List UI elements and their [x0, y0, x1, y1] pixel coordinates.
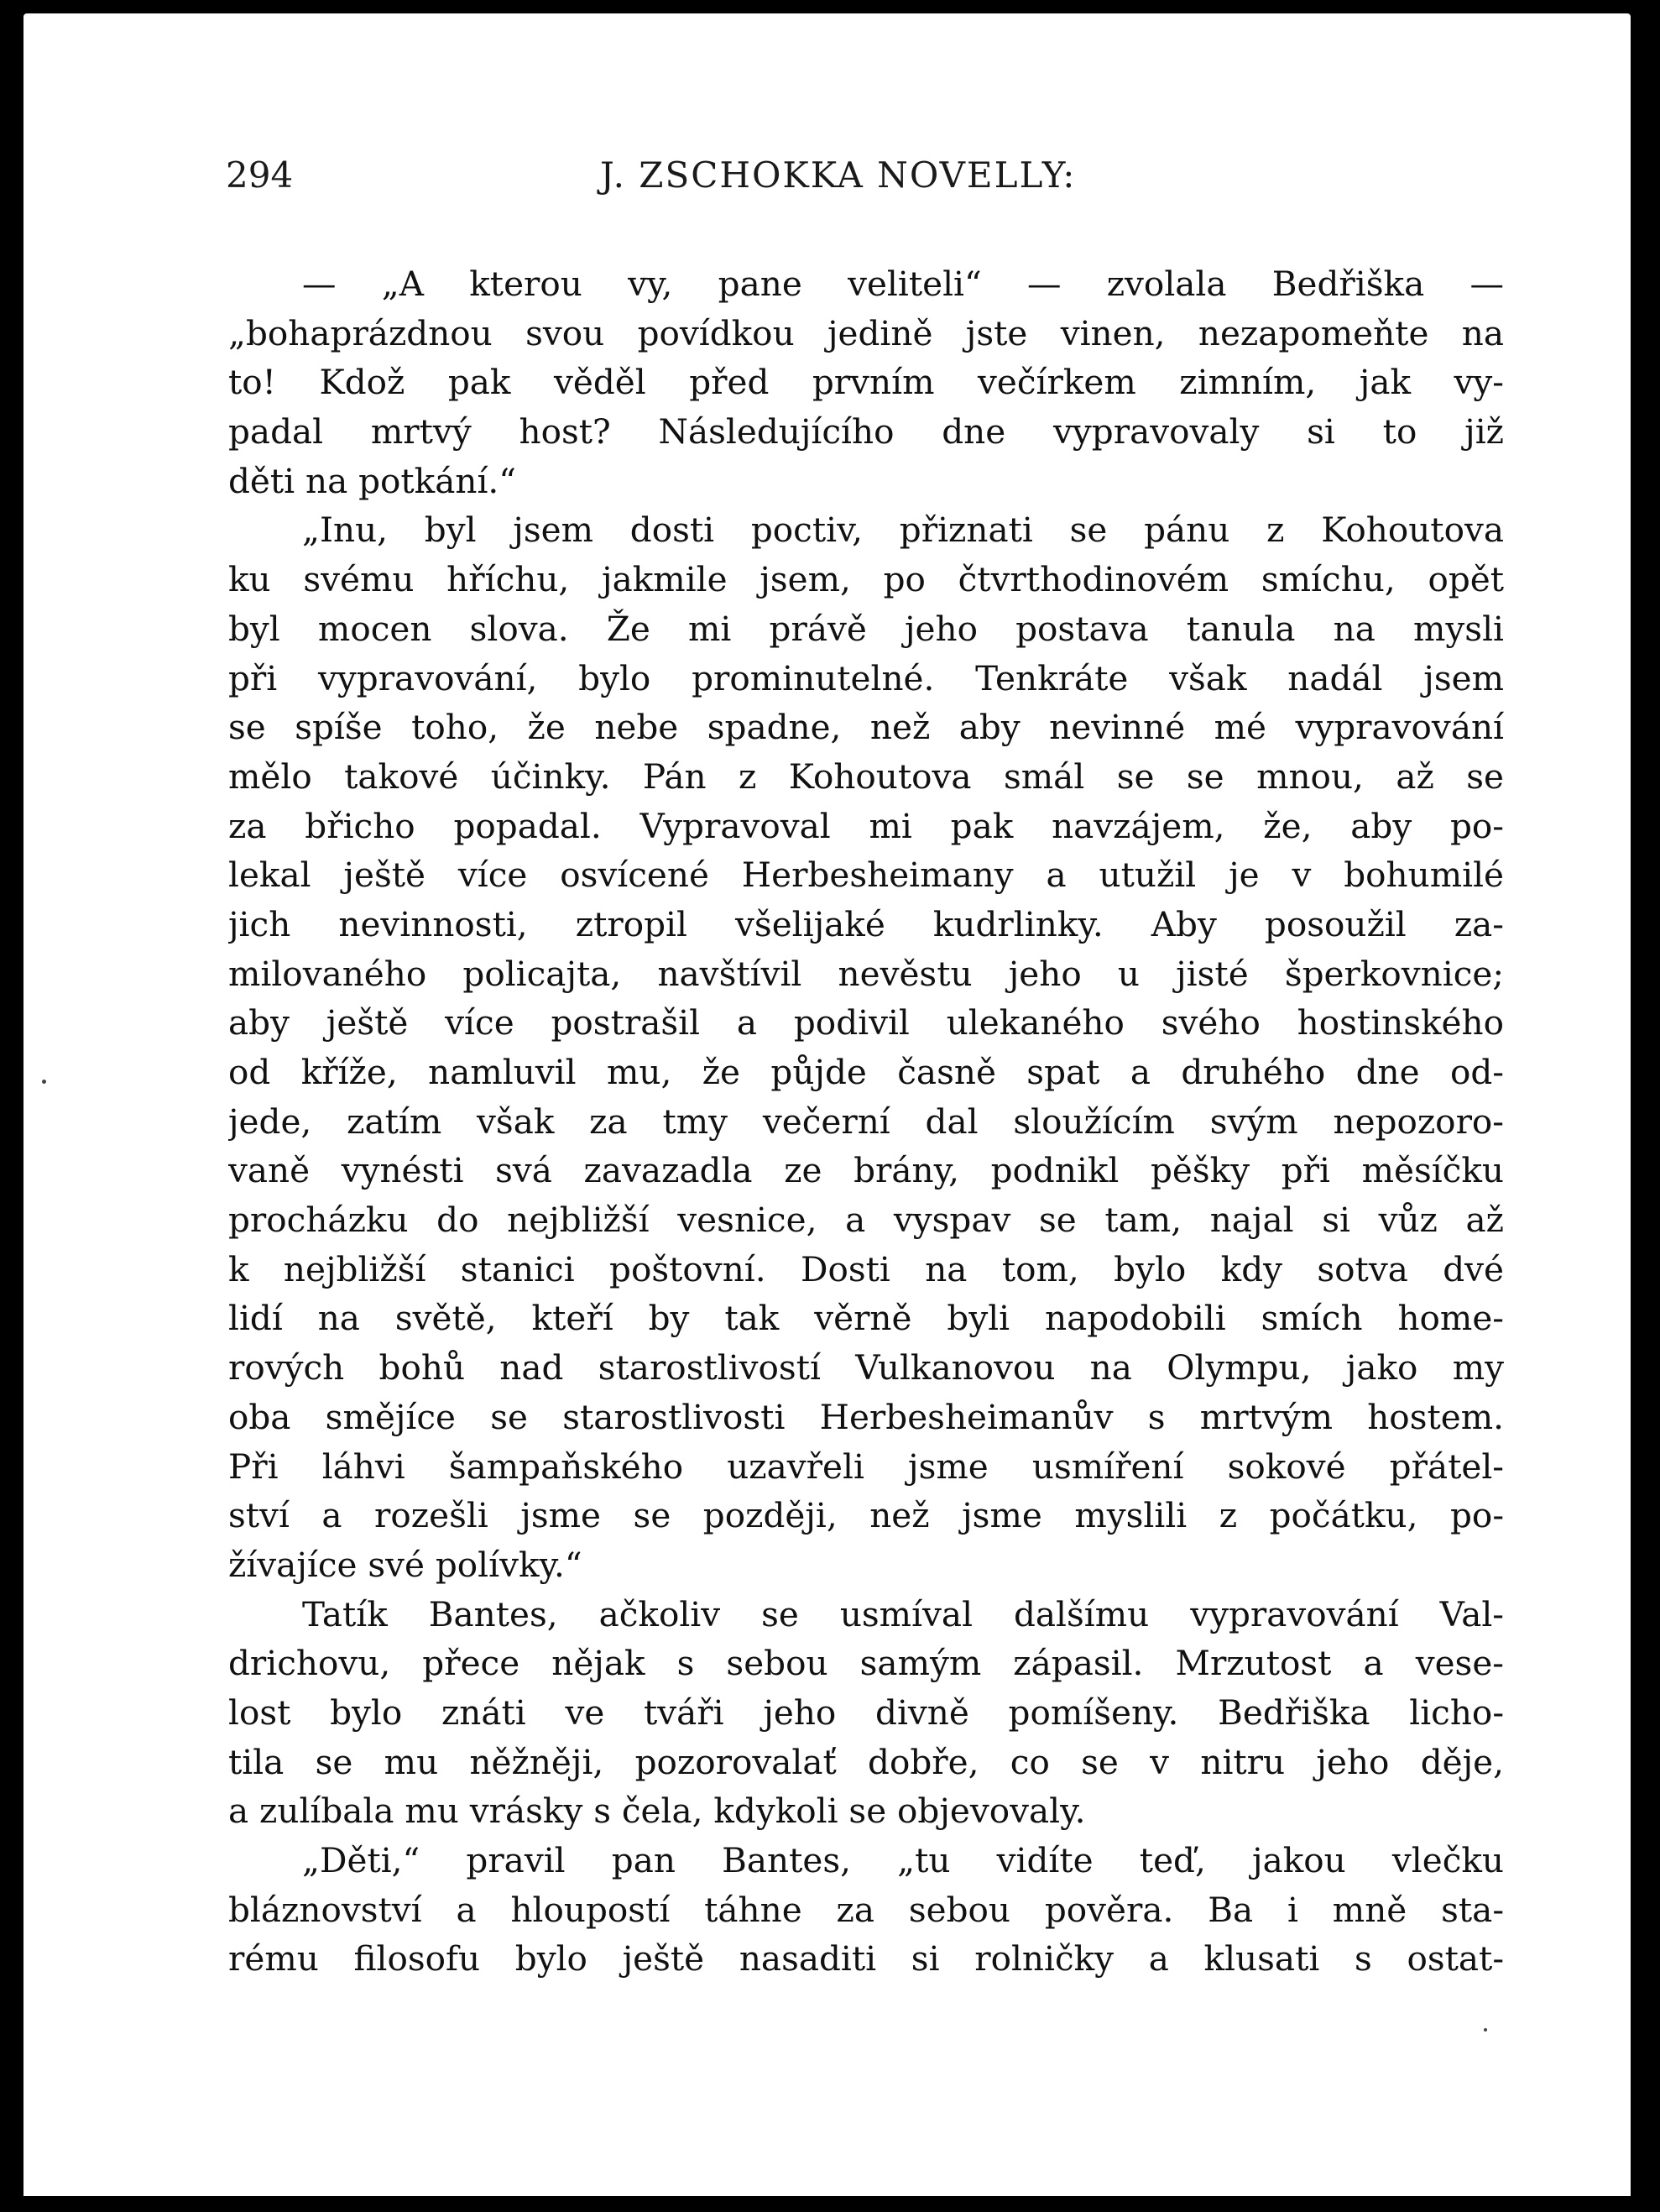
text-line: při vypravování, bylo prominutelné. Tenkráte však nadál jsem: [228, 657, 1504, 698]
text-line: lekal ještě více osvícené Herbesheimany a utužil je v bohumilé: [228, 855, 1504, 896]
text-line: za břicho popadal. Vypravoval mi pak navzájem, že, aby po-: [228, 805, 1504, 846]
text-line: tila se mu něžněji, pozorovalať dobře, co se v nitru jeho děje,: [228, 1741, 1504, 1782]
text-line: milovaného policajta, navštívil nevěstu jeho u jisté šperkovnice;: [228, 953, 1504, 994]
text-line: lost bylo znáti ve tváři jeho divně pomíšeny. Bedřiška licho-: [228, 1692, 1504, 1733]
text-line: „Inu, byl jsem dosti poctiv, přiznati se pánu z Kohoutova: [302, 510, 1504, 551]
body-text: [228, 259, 1504, 1984]
text-line: mělo takové účinky. Pán z Kohoutova smál se se mnou, až se: [228, 756, 1504, 797]
text-line: a zulíbala mu vrásky s čela, kdykoli se objevovaly.: [228, 1791, 1086, 1832]
text-line: aby ještě více postrašil a podivil ulekaného svého hostinského: [228, 1002, 1504, 1043]
text-line: jede, zatím však za tmy večerní dal sloužícím svým nepozoro-: [228, 1101, 1504, 1142]
text-line: oba smějíce se starostlivosti Herbesheimanův s mrtvým hostem.: [228, 1396, 1504, 1437]
text-line: byl mocen slova. Že mi právě jeho postava tanula na mysli: [228, 608, 1504, 649]
running-title: J. ZSCHOKKA NOVELLY:: [600, 154, 1077, 196]
text-line: Tatík Bantes, ačkoliv se usmíval dalšímu vypravování Val-: [302, 1593, 1504, 1634]
page-header: [226, 154, 1501, 205]
text-line: od kříže, namluvil mu, že půjde časně spat a druhého dne od-: [228, 1052, 1504, 1092]
text-line: padal mrtvý host? Následujícího dne vypravovaly si to již: [228, 411, 1504, 452]
text-line: žívajíce své polívky.“: [228, 1544, 582, 1585]
text-line: ku svému hříchu, jakmile jsem, po čtvrthodinovém smíchu, opět: [228, 559, 1504, 600]
text-line: děti na potkání.“: [228, 460, 516, 501]
text-line: k nejbližší stanici poštovní. Dosti na tom, bylo kdy sotva dvé: [228, 1248, 1504, 1289]
text-line: jich nevinnosti, ztropil všelijaké kudrlinky. Aby posoužil za-: [228, 903, 1504, 944]
book-page: [23, 13, 1631, 2196]
text-line: rových bohů nad starostlivostí Vulkanovou na Olympu, jako my: [228, 1347, 1504, 1388]
text-line: procházku do nejbližší vesnice, a vyspav se tam, najal si vůz až: [228, 1200, 1504, 1241]
page-number: 294: [226, 154, 294, 196]
text-line: „Děti,“ pravil pan Bantes, „tu vidíte teď, jakou vlečku: [302, 1840, 1504, 1880]
text-line: rému filosofu bylo ještě nasaditi si rolničky a klusati s ostat-: [228, 1938, 1504, 1979]
text-line: Při láhvi šampaňského uzavřeli jsme usmíření sokové přátel-: [228, 1446, 1504, 1487]
print-speck: [1484, 2028, 1487, 2032]
text-line: „bohaprázdnou svou povídkou jedině jste vinen, nezapomeňte na: [228, 312, 1504, 353]
text-line: vaně vynésti svá zavazadla ze brány, podnikl pěšky při měsíčku: [228, 1150, 1504, 1191]
text-line: ství a rozešli jsme se později, než jsme myslili z počátku, po-: [228, 1495, 1504, 1536]
text-line: drichovu, přece nějak s sebou samým zápasil. Mrzutost a vese-: [228, 1643, 1504, 1684]
text-line: lidí na světě, kteří by tak věrně byli napodobili smích home-: [228, 1298, 1504, 1339]
text-line: — „A kterou vy, pane veliteli“ — zvolala Bedřiška —: [302, 264, 1504, 304]
print-speck: [42, 1080, 46, 1084]
text-line: bláznovství a hloupostí táhne za sebou pověra. Ba i mně sta-: [228, 1889, 1504, 1930]
text-line: to! Kdož pak věděl před prvním večírkem zimním, jak vy-: [228, 362, 1504, 403]
text-line: se spíše toho, že nebe spadne, než aby nevinné mé vypravování: [228, 707, 1504, 748]
